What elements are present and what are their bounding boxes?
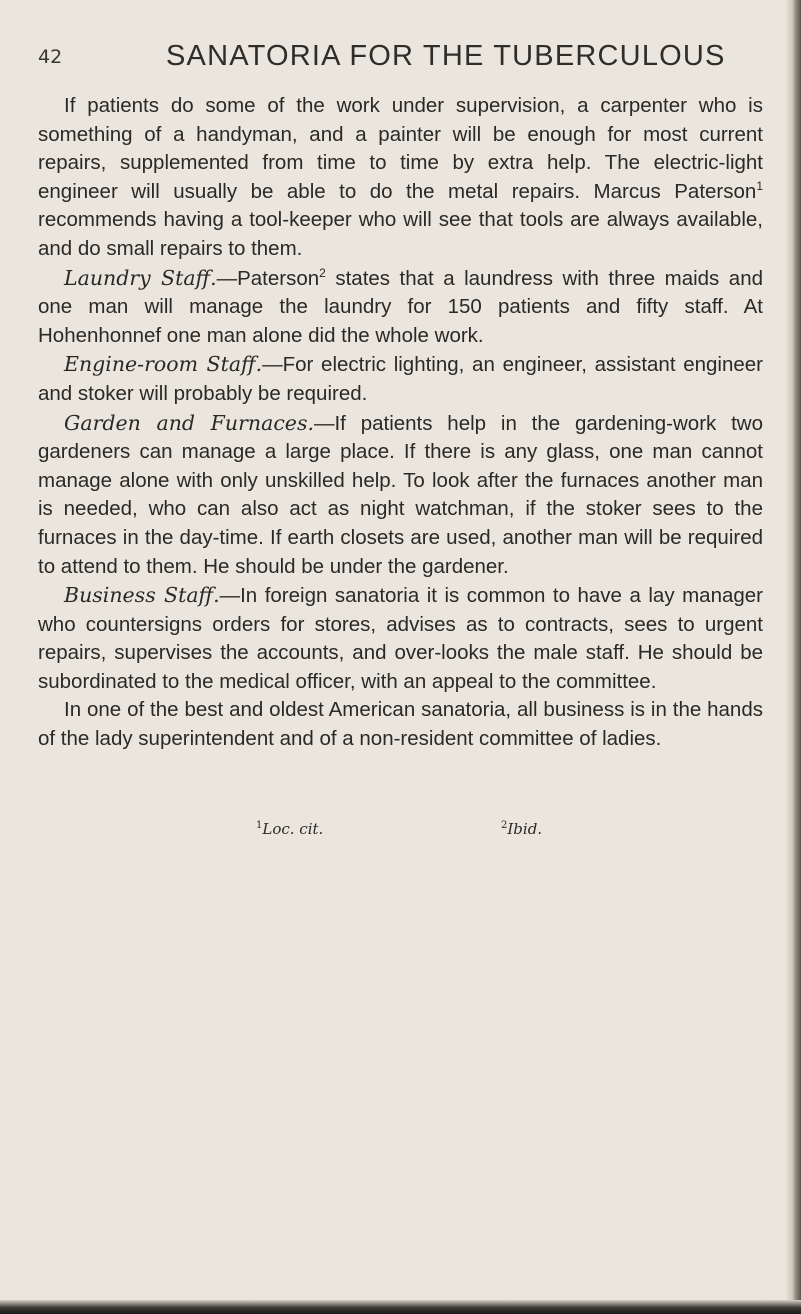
paragraph-text: —If patients help in the gardening-work two gardeners can manage a large place. If there is any glass, one man cannot manage alone with only unskilled help. To look after the furnaces another man is needed, who can also act as night watchman, if the stoker sees to the furnaces in the day-time. If earth closets are used, another man will be required to attend to them. He should be under the gardener. xyxy=(38,411,763,578)
paragraph-repairs xyxy=(38,92,763,264)
paragraph-text: —In foreign sanatoria it is common to have a lay manager who countersigns orders for stores, advises as to contracts, sees to urgent repairs, supervises the accounts, and over-looks the male staff. He should be subordinated to the medical officer, with an appeal to the committee. xyxy=(38,584,763,693)
page-edge-shadow xyxy=(785,0,801,1314)
page-header xyxy=(38,40,758,80)
page-number: 42 xyxy=(38,46,63,68)
paragraph-text: —For electric lighting, an engineer, assistant engineer and stoker will probably be required. xyxy=(38,353,764,405)
paragraph-business-staff xyxy=(38,581,763,696)
footnote-mark: 1 xyxy=(256,820,263,831)
scan-bottom-edge xyxy=(0,1300,801,1314)
section-heading-business-staff: Business Staff. xyxy=(64,583,220,608)
paragraph-text: If patients do some of the work under supervision, a carpenter who is something of a handyman, and a painter will be enough for most current repairs, supplemented from time to time by extra help. The electric-light engineer will usually be able to do the metal repairs. Marcus Paterson xyxy=(38,94,763,203)
paragraph-text: states that a laundress with three maids and one man will manage the laundry for 150 patients and fifty staff. At Hohenhonnef one man alone did the whole work. xyxy=(38,266,763,347)
footnote-text: Ibid. xyxy=(507,820,543,838)
paragraph-text: —Paterson xyxy=(216,266,320,290)
footnote-1 xyxy=(256,820,323,838)
section-heading-engine-room-staff: Engine-room Staff. xyxy=(64,352,263,377)
paragraph-text: recommends having a tool-keeper who will see that tools are always available, and do small repairs to them. xyxy=(38,208,763,260)
paragraph-laundry-staff xyxy=(38,264,763,351)
paragraph-engine-room-staff xyxy=(38,350,763,408)
footnotes xyxy=(0,820,801,842)
running-title: SANATORIA FOR THE TUBERCULOUS xyxy=(166,40,726,72)
body-text xyxy=(38,92,763,754)
section-heading-garden-furnaces: Garden and Furnaces. xyxy=(64,410,314,435)
footnote-ref: 1 xyxy=(756,178,763,193)
footnote-mark: 2 xyxy=(501,820,508,831)
footnote-text: Loc. cit. xyxy=(262,820,324,838)
paragraph-text: In one of the best and oldest American sanatoria, all business is in the hands of the lady superintendent and of a non-resident committee of ladies. xyxy=(38,698,763,751)
section-heading-laundry-staff: Laundry Staff. xyxy=(64,265,217,290)
footnote-ref: 2 xyxy=(319,265,326,280)
paragraph-garden-furnaces xyxy=(38,409,763,582)
paragraph-american-sanatoria xyxy=(38,696,763,753)
footnote-2 xyxy=(501,820,542,838)
